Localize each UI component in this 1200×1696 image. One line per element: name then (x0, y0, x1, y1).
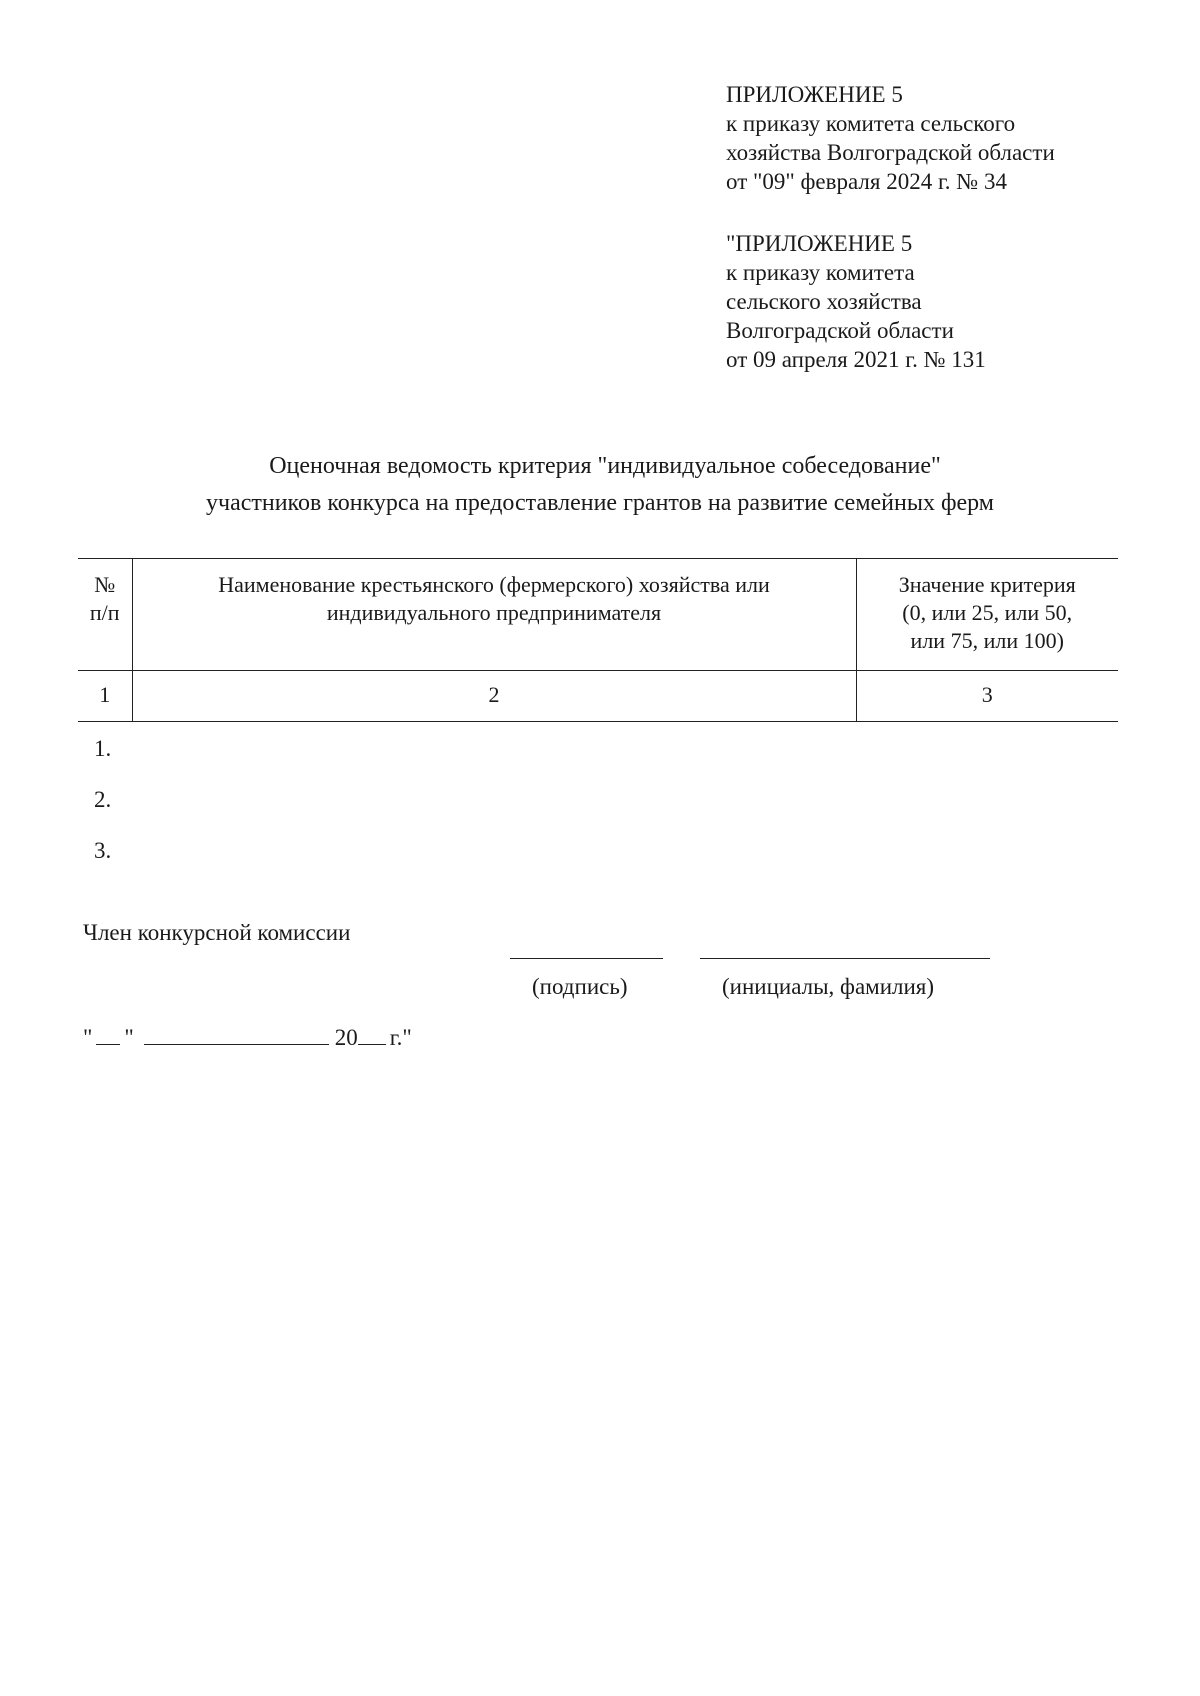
name-blank-line (700, 958, 990, 959)
criteria-table (78, 558, 1118, 722)
appendix-line: к приказу комитета сельского (726, 111, 1016, 136)
appendix-line: Волгоградской области (726, 318, 954, 343)
header-criterion-line: Значение критерия (898, 572, 1076, 597)
day-blank (96, 1024, 120, 1045)
signature-caption: (подпись) (532, 974, 628, 999)
appendix-line: от "09" февраля 2024 г. № 34 (726, 169, 1007, 194)
column-number: 1 (78, 671, 132, 722)
column-number: 3 (856, 671, 1118, 722)
date-open-quote: " (83, 1025, 93, 1050)
appendix-title: ПРИЛОЖЕНИЕ 5 (726, 82, 903, 107)
appendix-line: к приказу комитета (726, 260, 915, 285)
date-line (83, 1024, 412, 1051)
list-item-number: 1. (94, 736, 112, 761)
header-number-line: п/п (89, 600, 120, 625)
table-header-row (78, 559, 1118, 671)
header-name-line: Наименование крестьянского (фермерского) хозяйства или (218, 572, 770, 597)
header-number-line: № (94, 572, 116, 597)
document-title-line: участников конкурса на предоставление грантов на развитие семейных ферм (206, 490, 994, 516)
appendix-line: от 09 апреля 2021 г. № 131 (726, 347, 986, 372)
signature-blank-line (510, 958, 663, 959)
column-number: 2 (132, 671, 856, 722)
commission-member-label: Член конкурсной комиссии (83, 920, 351, 945)
header-criterion-line: или 75, или 100) (910, 628, 1064, 653)
appendix-header-old (726, 229, 986, 374)
name-caption: (инициалы, фамилия) (722, 974, 935, 999)
list-item-number: 3. (94, 838, 112, 863)
document-title (0, 448, 1200, 522)
appendix-line: хозяйства Волгоградской области (726, 140, 1055, 165)
year-prefix: 20 (334, 1025, 358, 1050)
header-criterion-value (856, 559, 1118, 671)
date-close-quote: " (124, 1025, 134, 1050)
month-blank (144, 1024, 329, 1045)
header-criterion-line: (0, или 25, или 50, (902, 600, 1073, 625)
document-title-line: Оценочная ведомость критерия "индивидуальное собеседование" (269, 453, 941, 479)
header-name (132, 559, 856, 671)
year-blank (358, 1024, 386, 1045)
appendix-header-new (726, 80, 1055, 196)
list-item-number: 2. (94, 787, 112, 812)
date-suffix: г." (389, 1025, 412, 1050)
column-number-row (78, 671, 1118, 722)
header-number (78, 559, 132, 671)
appendix-line: сельского хозяйства (726, 289, 922, 314)
header-name-line: индивидуального предпринимателя (326, 600, 662, 625)
appendix-title: "ПРИЛОЖЕНИЕ 5 (726, 231, 913, 256)
